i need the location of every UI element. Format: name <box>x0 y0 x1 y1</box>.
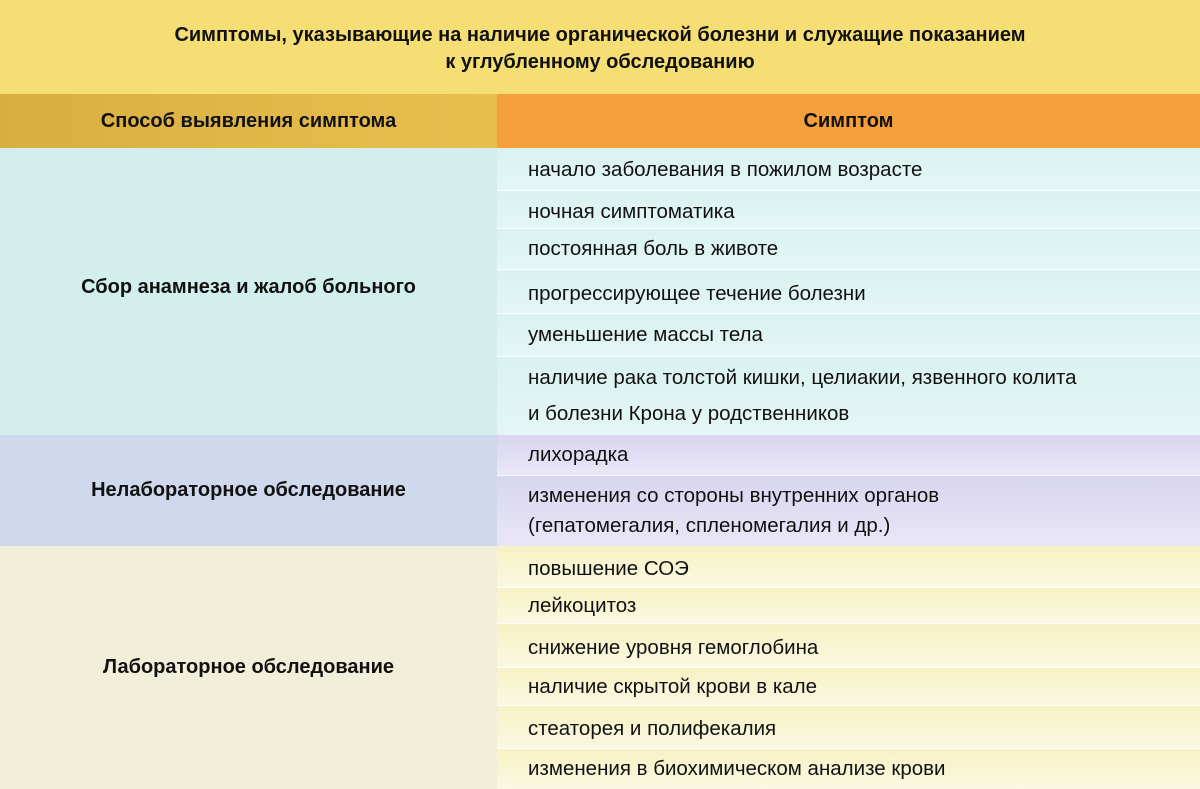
symptom-text: уменьшение массы тела <box>528 323 763 346</box>
symptom-text: стеаторея и полифекалия <box>528 717 777 740</box>
symptom-row <box>497 588 1200 624</box>
symptom-list-lab <box>497 546 1200 789</box>
symptom-row <box>497 270 1200 314</box>
symptom-text: начало заболевания в пожилом возрасте <box>528 158 923 181</box>
symptom-row <box>497 624 1200 668</box>
symptom-text: прогрессирующее течение болезни <box>528 281 866 305</box>
symptom-row <box>497 476 1200 546</box>
column-header-symptom: Симптом <box>497 94 1200 148</box>
symptom-row <box>497 229 1200 270</box>
table-title <box>0 0 1200 94</box>
table-title-text: Симптомы, указывающие на наличие органической болезни и служащие показанием к углубленному обследованию <box>174 24 1026 73</box>
method-cell-lab: Лабораторное обследование <box>0 546 497 789</box>
symptom-row <box>497 148 1200 191</box>
symptom-text: снижение уровня гемоглобина <box>528 635 819 659</box>
symptom-list-nonlab <box>497 435 1200 546</box>
symptom-text: изменения со стороны внутренних органов (гепатомегалия, спленомегалия и др.) <box>528 484 940 537</box>
symptom-text: лихорадка <box>528 443 629 466</box>
symptom-row <box>497 357 1200 435</box>
symptom-text: постоянная боль в животе <box>528 237 779 260</box>
symptom-row <box>497 546 1200 588</box>
method-cell-anamnesis: Сбор анамнеза и жалоб больного <box>0 148 497 435</box>
symptom-text: лейкоцитоз <box>528 593 637 617</box>
symptom-text: ночная симптоматика <box>528 199 735 223</box>
symptom-text: наличие скрытой крови в кале <box>528 674 818 698</box>
symptom-list-anamnesis <box>497 148 1200 435</box>
column-header-method: Способ выявления симптома <box>0 94 497 148</box>
symptom-text: повышение СОЭ <box>528 556 689 580</box>
symptom-row <box>497 706 1200 749</box>
symptom-row <box>497 668 1200 706</box>
symptom-row <box>497 314 1200 357</box>
symptom-row <box>497 435 1200 476</box>
symptom-row <box>497 749 1200 789</box>
method-cell-nonlab: Нелабораторное обследование <box>0 435 497 546</box>
symptom-text: наличие рака толстой кишки, целиакии, язвенного колита и болезни Крона у родственников <box>528 366 1077 425</box>
symptom-text: изменения в биохимическом анализе крови <box>528 757 946 780</box>
symptom-row <box>497 191 1200 229</box>
